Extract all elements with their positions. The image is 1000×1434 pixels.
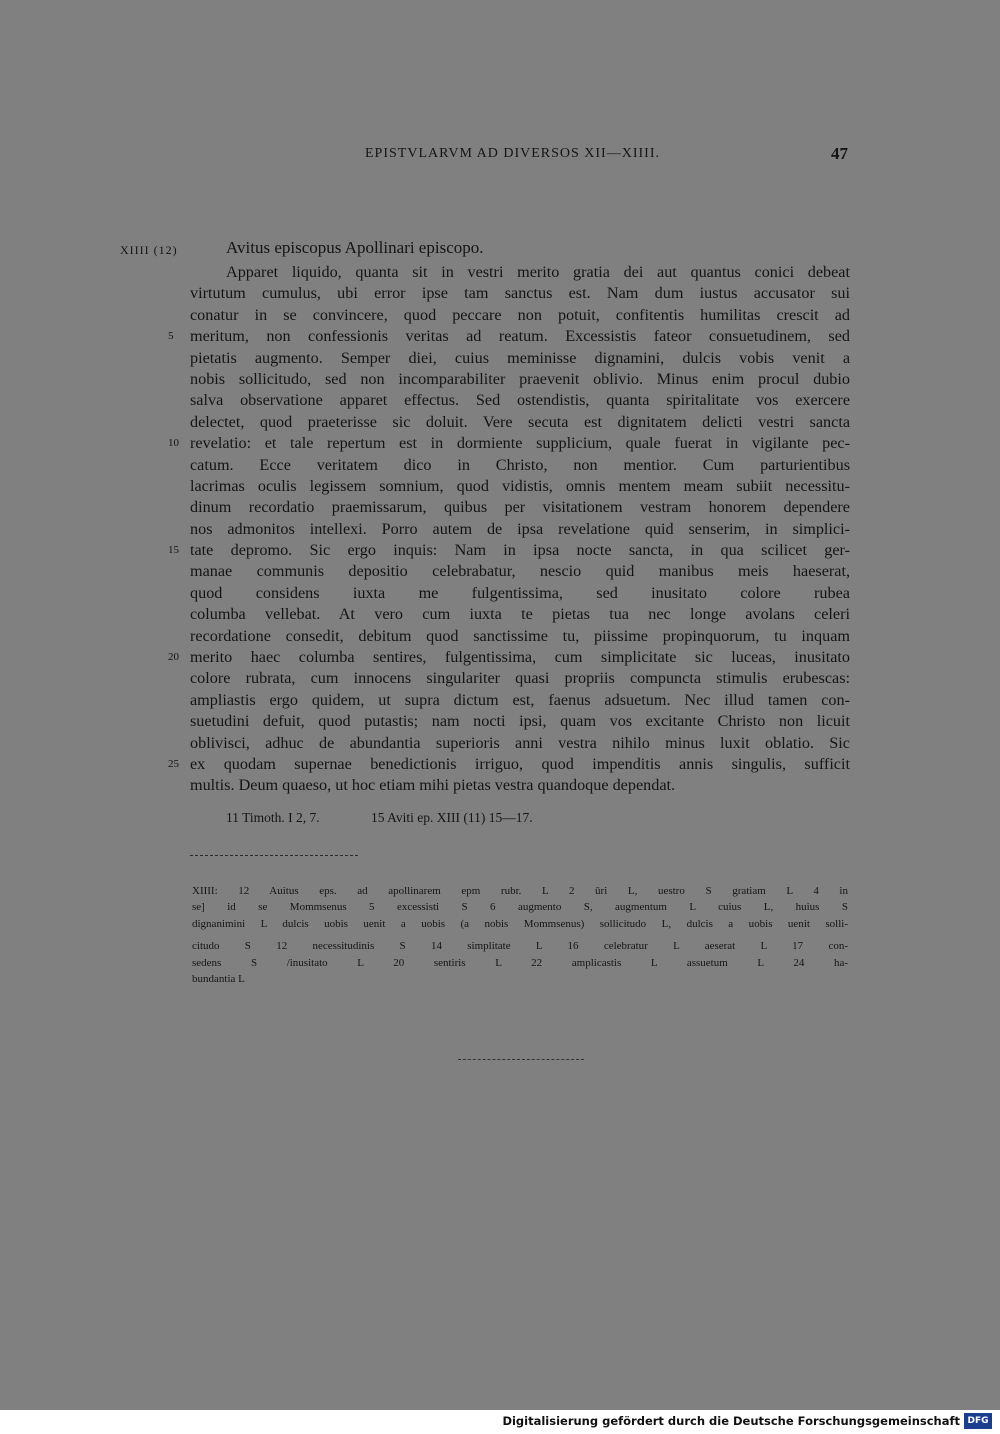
page-end-rule <box>458 1059 584 1060</box>
text-line: delectet, quod praeterisse sic doluit. Vere secuta est dignitatem delicti vestri sancta <box>190 412 850 431</box>
text-line: nobis sollicitudo, sed non incomparabiliter praevenit oblivio. Minus enim procul dubio <box>190 369 850 388</box>
reference: 11 Timoth. I 2, 7. <box>226 810 320 825</box>
text-line: virtutum cumulus, ubi error ipse tam sanctus est. Nam dum iustus accusator sui <box>190 284 850 303</box>
text-line: ampliastis ergo quidem, ut supra dictum est, faenus adsuetum. Nec illud tamen con- <box>190 690 850 709</box>
apparatus-line: dignanimini L dulcis uobis uenit a uobis (a nobis Mommsenus) sollicitudo L, dulcis a uobis uenit solli- <box>192 917 848 930</box>
text-line: Apparet liquido, quanta sit in vestri merito gratia dei aut quantus conici debeat <box>226 263 850 281</box>
scripture-references <box>226 810 581 826</box>
reference: 15 Aviti ep. XIII (11) 15—17. <box>371 810 533 825</box>
critical-apparatus <box>192 883 848 987</box>
text-line: quod considens iuxta me fulgentissima, sed inusitato colore rubea <box>190 583 850 602</box>
line-number: 10 <box>168 437 179 449</box>
apparatus-line: se] id se Mommsenus 5 excessisti S 6 augmento S, augmentum L cuius L, huius S <box>192 901 848 914</box>
digitization-footer <box>0 1410 1000 1434</box>
text-line: oblivisci, adhuc de abundantia superioris anni vestra nihilo minus luxit oblatio. Sic <box>190 733 850 752</box>
apparatus-line: bundantia L <box>192 972 245 985</box>
text-line: recordatione consedit, debitum quod sanctissime tu, piissime propinquorum, tu inquam <box>190 626 850 645</box>
letter-addressee: Avitus episcopus Apollinari episcopo. <box>226 238 484 257</box>
text-line: meritum, non confessionis veritas ad reatum. Excessistis fateor consuetudinem, sed <box>190 327 850 346</box>
running-title: EPISTVLARVM AD DIVERSOS XII—XIIII. <box>365 146 660 161</box>
text-line: columba vellebat. At vero cum iuxta te pietas tua nec longe avolans celeri <box>190 605 850 624</box>
text-line: tate depromo. Sic ergo inquis: Nam in ipsa nocte sancta, in qua scilicet ger- <box>190 541 850 560</box>
apparatus-line: sedens S /inusitato L 20 sentiris L 22 amplicastis L assuetum L 24 ha- <box>192 956 848 969</box>
running-header <box>190 144 850 168</box>
dfg-logo-icon: DFG <box>964 1413 992 1429</box>
text-line: catum. Ecce veritatem dico in Christo, non mentior. Cum parturientibus <box>190 455 850 474</box>
letter-number: XIIII (12) <box>120 243 178 257</box>
letter-body <box>190 262 850 797</box>
text-line: colore rubrata, cum innocens singulariter quasi propriis compuncta stimulis erubescas: <box>190 669 850 688</box>
text-line: conatur in se convincere, quod peccare non potuit, confitentis humilitas crescit ad <box>190 305 850 324</box>
footnote-rule <box>190 855 358 856</box>
text-line: salva observatione apparet effectus. Sed ostendistis, quanta spiritalitate vos exercere <box>190 391 850 410</box>
line-number: 25 <box>168 758 179 770</box>
footer-credit: Digitalisierung gefördert durch die Deutsche Forschungsgemeinschaft <box>502 1414 960 1428</box>
text-line: lacrimas oculis legissem somnium, quod vidistis, omnis mentem meam subiit necessitu- <box>190 476 850 495</box>
text-line: ex quodam supernae benedictionis irriguo, quod impenditis annis singulis, sufficit <box>190 754 850 773</box>
text-line: nos admonitos intellexi. Porro autem de ipsa revelatione quid senserim, in simplici- <box>190 519 850 538</box>
text-line: multis. Deum quaeso, ut hoc etiam mihi pietas vestra quandoque dependat. <box>190 776 676 795</box>
text-line: dinum recordatio praemissarum, quibus per visitationem vestram honorem dependere <box>190 498 850 517</box>
line-number: 15 <box>168 544 179 556</box>
line-number: 5 <box>168 330 174 342</box>
text-line: merito haec columba sentires, fulgentissima, cum simplicitate sic luceas, inusitato <box>190 648 850 667</box>
text-line: revelatio: et tale repertum est in dormiente supplicium, quale fuerat in vigilante pec- <box>190 434 850 453</box>
text-line: manae communis depositio celebrabatur, nescio quid manibus meis haeserat, <box>190 562 850 581</box>
apparatus-line: citudo S 12 necessitudinis S 14 simplitate L 16 celebratur L aeserat L 17 con- <box>192 940 848 953</box>
line-number: 20 <box>168 651 179 663</box>
page-number: 47 <box>831 144 848 163</box>
text-line: pietatis augmento. Semper diei, cuius meminisse dignamini, dulcis vobis venit a <box>190 348 850 367</box>
text-line: suetudini defuit, quod putastis; nam nocti ipsi, quam vos excitante Christo non licuit <box>190 712 850 731</box>
apparatus-line: XIIII: 12 Auitus eps. ad apollinarem epm rubr. L 2 ūri L, uestro S gratiam L 4 in <box>192 885 848 897</box>
